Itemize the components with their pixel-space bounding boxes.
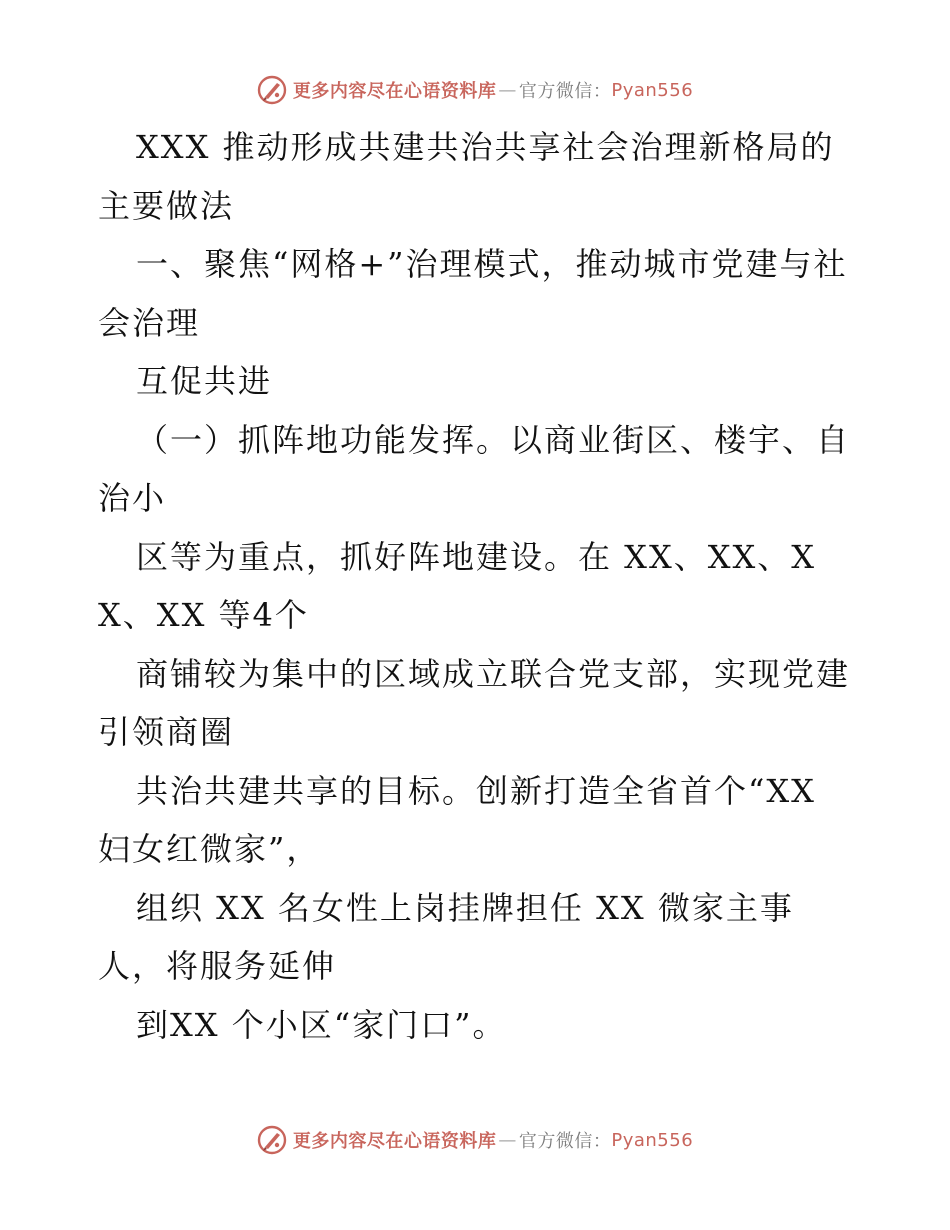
paragraph: 互促共进 bbox=[136, 362, 273, 400]
watermark-dash: — bbox=[498, 1129, 517, 1151]
paragraph: 组织 XX 名女性上岗挂牌担任 XX 微家主事人，将服务延伸 bbox=[98, 888, 794, 985]
watermark-secondary-text: 官方微信： bbox=[518, 81, 612, 102]
paragraph: 商铺较为集中的区域成立联合党支部，实现党建引领商圈 bbox=[98, 654, 851, 751]
paragraph: 共治共建共享的目标。创新打造全省首个“XX 妇女红微家”， bbox=[98, 771, 816, 868]
paragraph: （一）抓阵地功能发挥。以商业街区、楼宇、自治小 bbox=[98, 420, 851, 517]
paragraph: 到XX 个小区“家门口”。 bbox=[136, 1005, 507, 1044]
section-heading: 一、聚焦“网格+”治理模式，推动城市党建与社会治理 bbox=[98, 245, 848, 342]
watermark-secondary-text: 官方微信： bbox=[518, 1131, 612, 1152]
paragraph: 区等为重点，抓好阵地建设。在 XX、XX、XX、XX 等4个 bbox=[98, 537, 817, 634]
watermark-dash: — bbox=[498, 79, 517, 101]
watermark-primary-text: 更多内容尽在心语资料库 bbox=[292, 81, 497, 102]
watermark-primary-text: 更多内容尽在心语资料库 bbox=[292, 1131, 497, 1152]
quill-logo-icon bbox=[257, 1125, 287, 1155]
document-body bbox=[98, 118, 858, 1054]
watermark-id: Pyan556 bbox=[611, 1129, 694, 1151]
watermark-id: Pyan556 bbox=[611, 79, 694, 101]
header-watermark bbox=[0, 70, 950, 110]
footer-watermark bbox=[0, 1120, 950, 1160]
document-title: XXX 推动形成共建共治共享社会治理新格局的主要做法 bbox=[98, 128, 835, 225]
quill-logo-icon bbox=[257, 75, 287, 105]
